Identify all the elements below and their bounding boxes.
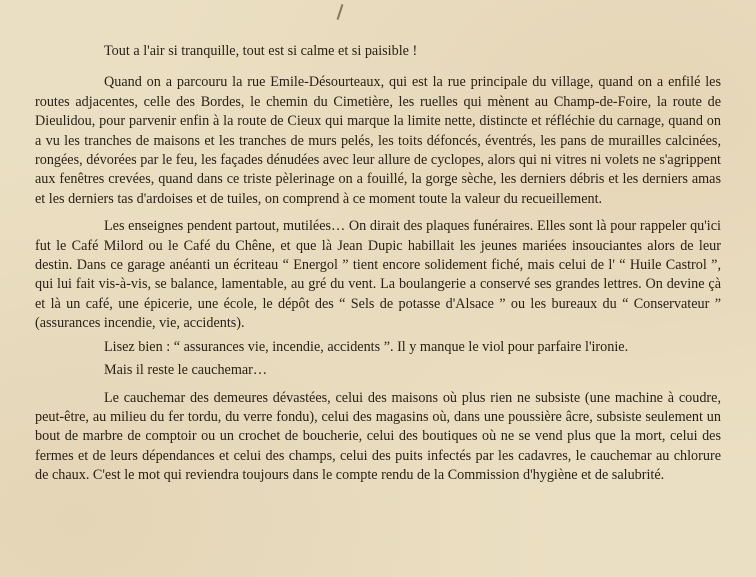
body-text xyxy=(35,42,721,486)
paragraph-opening: Tout a l'air si tranquille, tout est si calme et si paisible ! xyxy=(104,43,418,59)
paragraph-nightmare-intro: Mais il reste le cauchemar… xyxy=(104,362,268,379)
paragraph-signs: Les enseignes pendent partout, mutilées… On dirait des plaques funéraires. Elles sont là pour rappeler qu'ici fut le Café Milord ou le Café du Chêne, et que là Jean Dupic habillait les jeunes mariées insouciantes alors de leur destin. Dans ce garage anéanti un écriteau “ Energol ” tient encore solidement fiché, mais celui de l' “ Huile Castrol ”, qui lui fait vis-à-vis, se balance, lamentable, au gré du vent. La boulangerie a conservé ses grandes lettres. On devine çà et là un café, une épicerie, une école, le dépôt des “ Sels de potasse d'Alsace ” ou les bureaux du “ Conservateur ” (assurances incendie, vie, accidents). xyxy=(35,218,721,332)
pencil-mark xyxy=(337,4,344,20)
paragraph-village-tour: Quand on a parcouru la rue Emile-Désourteaux, qui est la rue principale du village, quand on a enfilé les routes adjacentes, celle des Bordes, le chemin du Cimetière, les ruelles qui mènent au Champ-de-Foire, la route de Dieulidou, pour parvenir enfin à la route de Cieux qui marque la limite nette, distincte et réfléchie du carnage, quand on a vu les tranches de maisons et les tranches de murs pelés, les toits défoncés, éventrés, les pans de murailles calcinées, rongées, dévorées par le feu, les façades dénudées avec leur allure de cyclopes, alors qui ni vitres ni volets ne s'agrippent aux fenêtres crevées, quand dans ce triste pèlerinage on a fouillé, la gorge sèche, les derniers débris et les derniers amas et les derniers tas d'ardoises et de tuiles, on comprend à ce moment toute la valeur du recueillement. xyxy=(35,74,721,207)
paragraph-nightmare: Le cauchemar des demeures dévastées, celui des maisons où plus rien ne subsiste (une machine à coudre, peut-être, au milieu du fer tordu, du verre fondu), celui des magasins où, dans une poussière âcre, subsiste seulement un bout de marbre de comptoir ou un crochet de boucherie, celui des boutiques où ne se vend plus que la mort, celui des fermes et de leurs dépendances et celui des champs, celui des puits infectés par les cadavres, le cauchemar au chlorure de chaux. C'est le mot qui reviendra toujours dans le compte rendu de la Commission d'hygiène et de salubrité. xyxy=(35,389,721,484)
paragraph-insurance: Lisez bien : “ assurances vie, incendie, accidents ”. Il y manque le viol pour parfaire l'ironie. xyxy=(104,338,629,355)
